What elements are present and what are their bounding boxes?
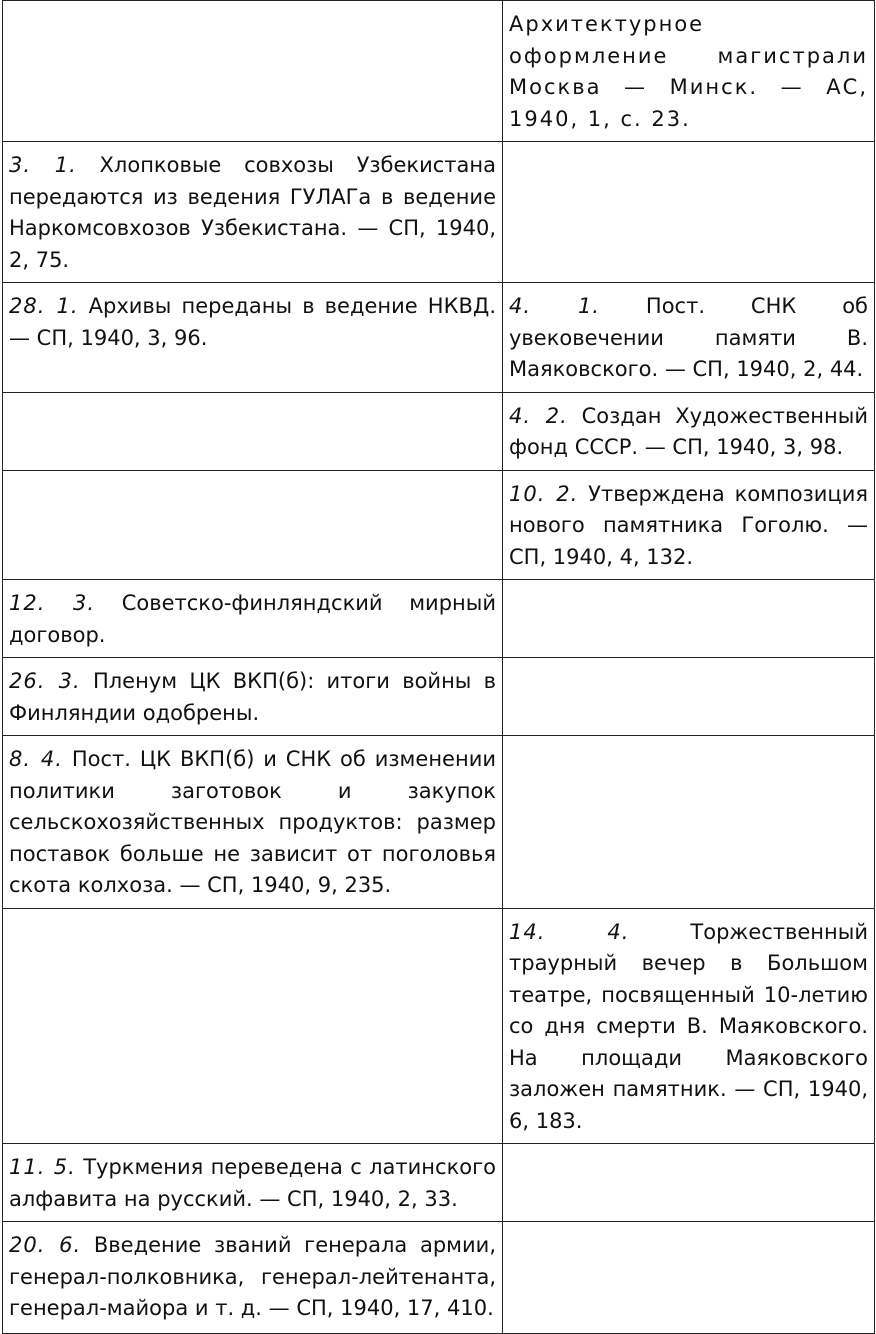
event-cell-culture (503, 392, 875, 470)
event-cell-politics (3, 470, 503, 580)
event-date: 14. 4. (509, 919, 630, 944)
event-cell-politics (3, 736, 503, 909)
event-cell-culture (503, 1, 875, 142)
event-cell-politics (3, 1144, 503, 1222)
event-text: Создан Художественный фонд СССР. — СП, 1940, 3, 98. (509, 403, 868, 459)
event-date: 20. 6. (9, 1233, 82, 1257)
event-cell-culture (503, 1222, 875, 1334)
event-cell-politics (3, 908, 503, 1144)
event-text: Советско-финляндский мирный договор. (9, 591, 496, 647)
table-row (3, 1, 875, 142)
event-text: Архитектурное оформление магистрали Москва — Минск. — АС, 1940, 1, с. 23. (509, 12, 868, 131)
table-row (3, 1222, 875, 1334)
table-row (3, 392, 875, 470)
event-cell-culture (503, 283, 875, 393)
event-text: Хлопковые совхозы Узбекистана передаются из ведения ГУЛАГа в ведение Наркомсовхозов Узбекистана. — СП, 1940, 2, 75. (9, 153, 497, 272)
event-cell-culture (503, 142, 875, 283)
event-text: Торжественный траурный вечер в Большом театре, посвященный 10-летию со дня смерти В. Маяковского. На площади Маяковского заложен памятник. — СП, 1940, 6, 183. (509, 919, 868, 1133)
event-cell-politics (3, 283, 503, 393)
event-cell-politics (3, 1, 503, 142)
event-cell-culture (503, 1144, 875, 1222)
table-row (3, 908, 875, 1144)
event-date: 4. 1. (509, 294, 600, 318)
event-cell-culture (503, 908, 875, 1144)
table-row (3, 1144, 875, 1222)
event-date: 4. 2. (509, 403, 568, 428)
event-date: 3. 1. (9, 153, 77, 177)
event-date: 11. 5. (9, 1155, 76, 1179)
event-cell-politics (3, 580, 503, 658)
table-row (3, 283, 875, 393)
chronology-body (3, 1, 875, 1334)
event-date: 28. 1. (9, 294, 79, 318)
event-text: Утверждена композиция нового памятника Гоголю. — СП, 1940, 4, 132. (509, 481, 868, 569)
table-row (3, 580, 875, 658)
event-cell-politics (3, 142, 503, 283)
event-date: 8. 4. (9, 747, 63, 771)
event-cell-culture (503, 736, 875, 909)
event-text: Пленум ЦК ВКП(б): итоги войны в Финляндии одобрены. (9, 669, 496, 725)
event-cell-politics (3, 658, 503, 736)
event-cell-culture (503, 580, 875, 658)
event-text: Пост. СНК об увековечении памяти В. Маяковского. — СП, 1940, 2, 44. (509, 294, 869, 381)
table-row (3, 142, 875, 283)
event-cell-politics (3, 1222, 503, 1334)
table-row (3, 470, 875, 580)
event-date: 26. 3. (9, 669, 81, 693)
event-text: Введение званий генерала армии, генерал-полковника, генерал-лейтенанта, генерал-майора и т. д. — СП, 1940, 17, 410. (9, 1233, 496, 1320)
event-cell-politics (3, 392, 503, 470)
event-cell-culture (503, 470, 875, 580)
event-date: 10. 2. (509, 481, 579, 506)
table-row (3, 736, 875, 909)
chronology-table (2, 0, 875, 1334)
event-text: Архивы переданы в ведение НКВД. — СП, 1940, 3, 96. (9, 294, 496, 350)
event-date: 12. 3. (9, 591, 96, 615)
event-text: Туркмения переведена с латинского алфавита на русский. — СП, 1940, 2, 33. (9, 1155, 496, 1211)
event-text: Пост. ЦК ВКП(б) и СНК об изменении политики заготовок и закупок сельскохозяйственных продуктов: размер поставок больше не зависит от поголовья скота колхоза. — СП, 1940, 9, 235. (9, 747, 496, 897)
event-cell-culture (503, 658, 875, 736)
table-row (3, 658, 875, 736)
